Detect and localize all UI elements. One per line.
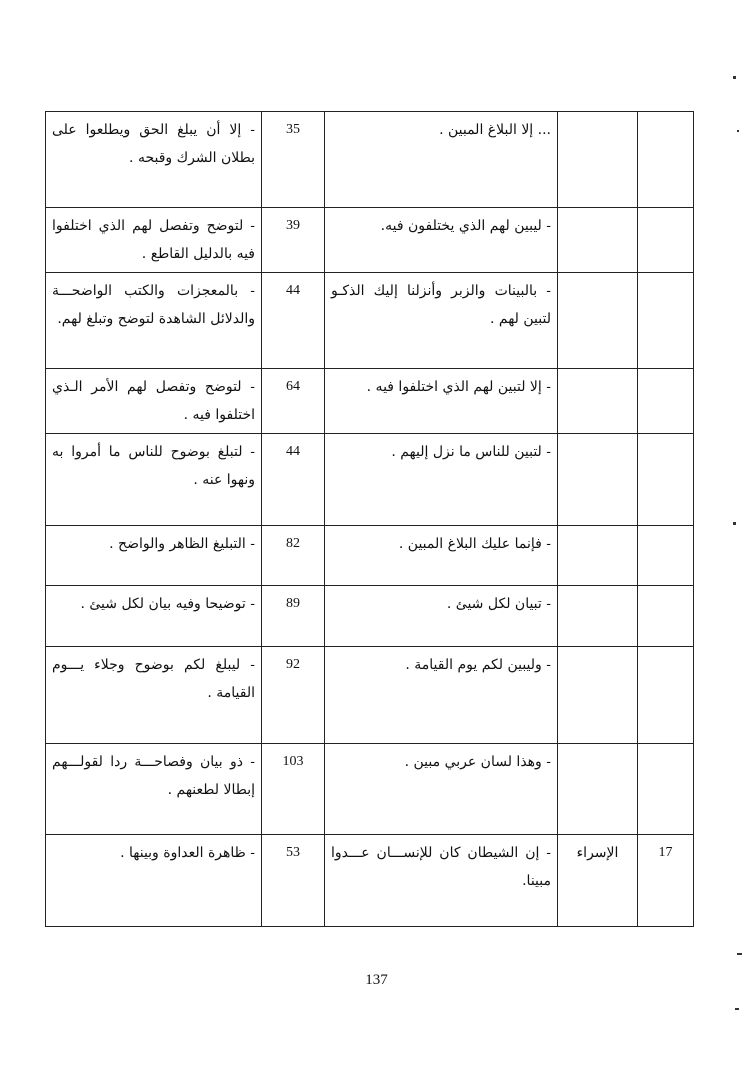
page-number: 137 [365,972,388,988]
index-cell [638,208,694,273]
verse-cell: - بالبينات والزبر وأنزلنا إليك الذكـو لتبين لهم . [325,273,558,369]
meaning-cell: - إلا أن يبلغ الحق ويطلعوا على بطلان الشرك وقبحه . [46,112,262,208]
verse-number-cell: 39 [262,208,325,273]
meaning-cell: - لتوضح وتفصل لهم الأمر الـذي اختلفوا فيه . [46,369,262,434]
meaning-cell: - بالمعجزات والكتب الواضحـــة والدلائل الشاهدة لتوضح وتبلغ لهم. [46,273,262,369]
sura-cell [558,647,638,744]
scan-speck [737,953,742,955]
verse-cell: - إن الشيطان كان للإنســـان عـــدوا مبينا. [325,835,558,927]
index-cell [638,273,694,369]
verse-cell: - وهذا لسان عربي مبين . [325,744,558,835]
meaning-cell: - توضيحا وفيه بيان لكل شيئ . [46,586,262,647]
scan-speck [733,522,736,525]
verse-number-cell: 35 [262,112,325,208]
meaning-cell: - ذو بيان وفصاحـــة ردا لقولـــهم إبطالا لطعنهم . [46,744,262,835]
table-row [46,835,694,927]
index-cell [638,369,694,434]
scan-speck [735,1008,739,1010]
index-cell [638,434,694,526]
table-row [46,586,694,647]
sura-cell [558,526,638,586]
verse-cell: ... إلا البلاغ المبين . [325,112,558,208]
verse-cell: - إلا لتبين لهم الذي اختلفوا فيه . [325,369,558,434]
table-row [46,647,694,744]
table-row [46,526,694,586]
verse-cell: - وليبين لكم يوم القيامة . [325,647,558,744]
index-cell [638,526,694,586]
meaning-cell: - لتوضح وتفصل لهم الذي اختلفوا فيه بالدليل القاطع . [46,208,262,273]
verse-cell: - لتبين للناس ما نزل إليهم . [325,434,558,526]
sura-cell [558,434,638,526]
table-row [46,434,694,526]
sura-cell [558,369,638,434]
meaning-cell: - التبليغ الظاهر والواضح . [46,526,262,586]
index-cell [638,647,694,744]
verse-number-cell: 44 [262,273,325,369]
verse-cell: - ليبين لهم الذي يختلفون فيه. [325,208,558,273]
index-cell [638,112,694,208]
sura-cell [558,208,638,273]
sura-cell [558,273,638,369]
table-row [46,112,694,208]
verse-number-cell: 103 [262,744,325,835]
table-row [46,208,694,273]
verse-number-cell: 89 [262,586,325,647]
table-row [46,369,694,434]
sura-cell [558,112,638,208]
table-row [46,744,694,835]
sura-cell [558,586,638,647]
table-row [46,273,694,369]
verse-cell: - تبيان لكل شيئ . [325,586,558,647]
verse-number-cell: 82 [262,526,325,586]
verse-number-cell: 64 [262,369,325,434]
verses-table [45,111,694,927]
index-cell [638,586,694,647]
meaning-cell: - ظاهرة العداوة وبينها . [46,835,262,927]
meaning-cell: - لتبلغ بوضوح للناس ما أمروا به ونهوا عنه . [46,434,262,526]
verse-number-cell: 53 [262,835,325,927]
scan-speck [733,76,736,79]
verse-number-cell: 44 [262,434,325,526]
scan-speck [737,130,739,132]
verse-number-cell: 92 [262,647,325,744]
sura-cell [558,744,638,835]
index-cell: 17 [638,835,694,927]
verse-cell: - فإنما عليك البلاغ المبين . [325,526,558,586]
sura-cell: الإسراء [558,835,638,927]
meaning-cell: - ليبلغ لكم بوضوح وجلاء يـــوم القيامة . [46,647,262,744]
index-cell [638,744,694,835]
